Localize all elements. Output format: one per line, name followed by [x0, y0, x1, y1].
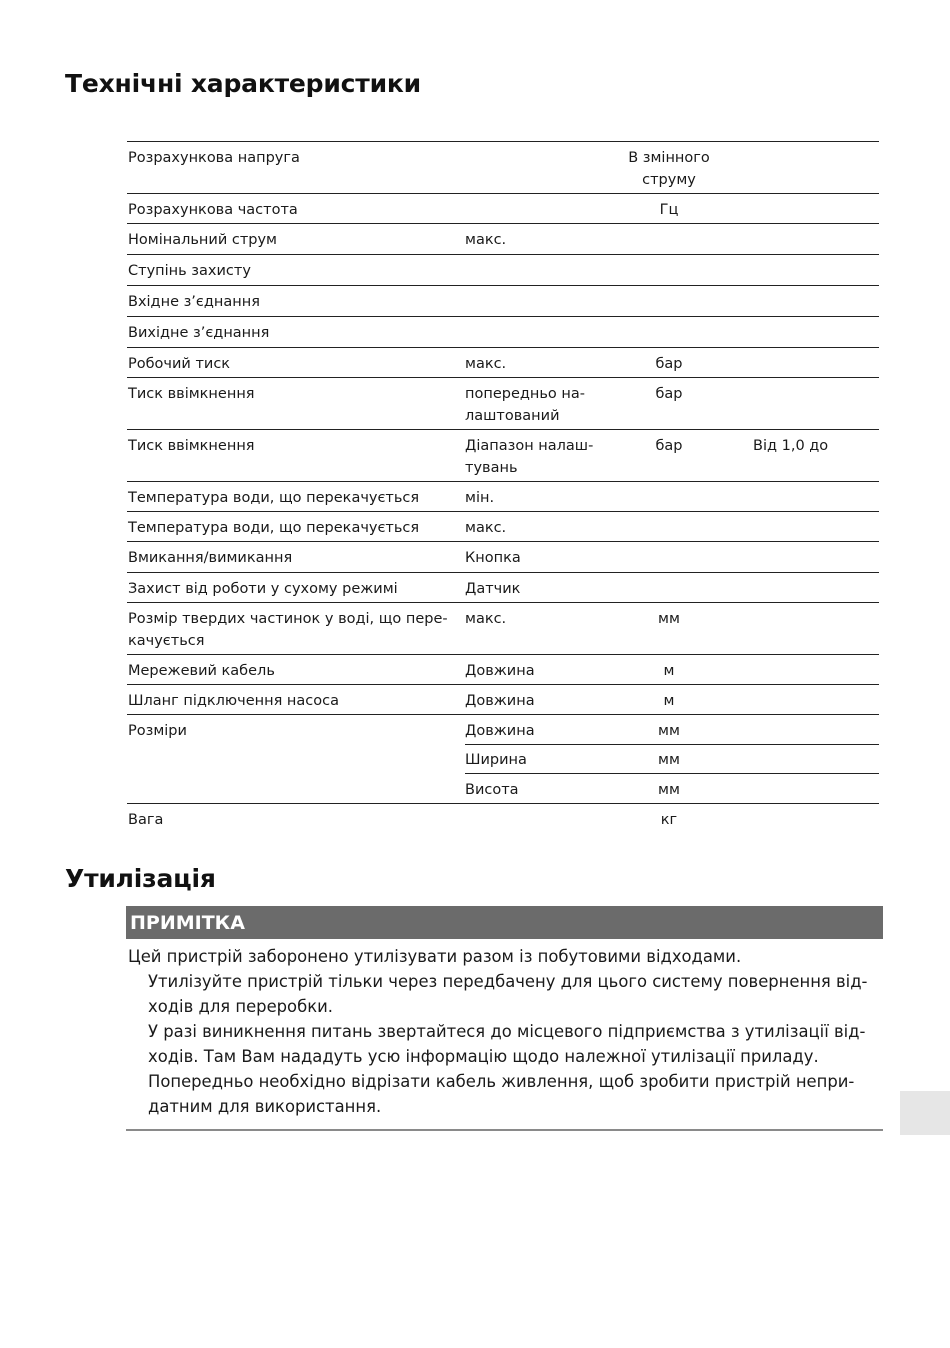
spec-label: Шланг підключення насоса	[128, 693, 339, 709]
spec-unit: мм	[658, 723, 680, 739]
spec-row	[127, 482, 879, 512]
spec-qualifier: Кнопка	[465, 550, 521, 566]
spec-unit: Гц	[659, 202, 679, 218]
spec-row	[127, 512, 879, 542]
spec-row	[127, 224, 879, 255]
note-bottom-rule	[126, 1129, 883, 1131]
spec-label: Температура води, що перекачується	[128, 520, 420, 536]
spec-label: Розміри	[128, 723, 187, 739]
spec-label: Ступінь захисту	[128, 263, 251, 279]
spec-unit: м	[663, 693, 675, 709]
spec-label: Вага	[128, 812, 164, 828]
note-item: Утилізуйте пристрій тільки через передбачену для цього систему повернення від-ходів для переробки.	[148, 972, 868, 1016]
spec-label: Вхідне з’єднання	[128, 294, 260, 310]
spec-label: Розрахункова частота	[128, 202, 298, 218]
spec-label: Мережевий кабель	[128, 663, 275, 679]
spec-subrow	[465, 774, 879, 803]
spec-qualifier: макс.	[465, 232, 507, 248]
spec-unit: мм	[658, 752, 680, 769]
spec-row	[127, 194, 879, 224]
spec-qualifier: Діапазон налаш-тувань	[465, 438, 594, 476]
spec-row	[127, 378, 879, 430]
spec-unit: мм	[658, 611, 680, 627]
spec-label: Захист від роботи у сухому режимі	[128, 581, 398, 597]
spec-qualifier: макс.	[465, 356, 507, 372]
note-header: ПРИМІТКА	[126, 906, 883, 939]
spec-label: Вмикання/вимикання	[128, 550, 293, 566]
spec-unit: мм	[658, 781, 680, 798]
note-item: У разі виникнення питань звертайтеся до місцевого підприємства з утилізації від-ходів. Там Вам нададуть усю інформацію щодо належної утилізації приладу.	[148, 1022, 866, 1066]
spec-row-dimensions	[127, 715, 879, 804]
spec-label: Тиск ввімкнення	[128, 438, 255, 454]
spec-row	[127, 603, 879, 655]
spec-qualifier: Довжина	[465, 663, 535, 679]
spec-label: Номінальний струм	[128, 232, 278, 248]
spec-unit: м	[663, 663, 675, 679]
spec-label: Робочий тиск	[128, 356, 231, 372]
spec-subrow	[465, 744, 879, 774]
spec-label: Вихідне з’єднання	[128, 325, 270, 341]
spec-qualifier: макс.	[465, 520, 507, 536]
section-title-specs: Технічні характеристики	[65, 69, 421, 98]
spec-unit: бар	[655, 438, 683, 454]
page-side-tab	[900, 1091, 950, 1135]
spec-qualifier: мін.	[465, 490, 495, 506]
spec-qualifier: попередньо на-лаштований	[465, 386, 586, 424]
spec-qualifier: Довжина	[465, 723, 535, 739]
spec-qualifier: Висота	[465, 781, 519, 798]
spec-row	[127, 348, 879, 378]
spec-row	[127, 142, 879, 194]
specs-table	[127, 141, 879, 833]
spec-qualifier: макс.	[465, 611, 507, 627]
note-intro: Цей пристрій заборонено утилізувати разом із побутовими відходами.	[128, 947, 742, 966]
spec-unit: бар	[655, 386, 683, 402]
spec-qualifier: Датчик	[465, 581, 521, 597]
spec-label: Розрахункова напруга	[128, 150, 300, 166]
spec-row	[127, 573, 879, 603]
spec-subrow	[465, 715, 879, 745]
spec-label: Температура води, що перекачується	[128, 490, 420, 506]
spec-row	[127, 317, 879, 348]
spec-row	[127, 286, 879, 317]
spec-qualifier: Ширина	[465, 752, 527, 769]
section-title-disposal: Утилізація	[65, 864, 216, 893]
spec-label: Розмір твердих частинок у воді, що пере-качується	[128, 611, 448, 649]
spec-row	[127, 542, 879, 573]
spec-value: Від 1,0 до	[753, 438, 829, 454]
spec-label: Тиск ввімкнення	[128, 386, 255, 402]
spec-row	[127, 430, 879, 482]
spec-row	[127, 685, 879, 715]
note-item: Попередньо необхідно відрізати кабель живлення, щоб зробити пристрій непри-датним для використання.	[148, 1072, 855, 1116]
spec-unit: кг	[660, 812, 678, 828]
note-body	[126, 944, 883, 1119]
spec-qualifier: Довжина	[465, 693, 535, 709]
spec-row	[127, 655, 879, 685]
spec-row-weight	[127, 804, 879, 833]
spec-unit: бар	[655, 356, 683, 372]
spec-row	[127, 255, 879, 286]
spec-unit: В змінного струму	[628, 150, 710, 188]
